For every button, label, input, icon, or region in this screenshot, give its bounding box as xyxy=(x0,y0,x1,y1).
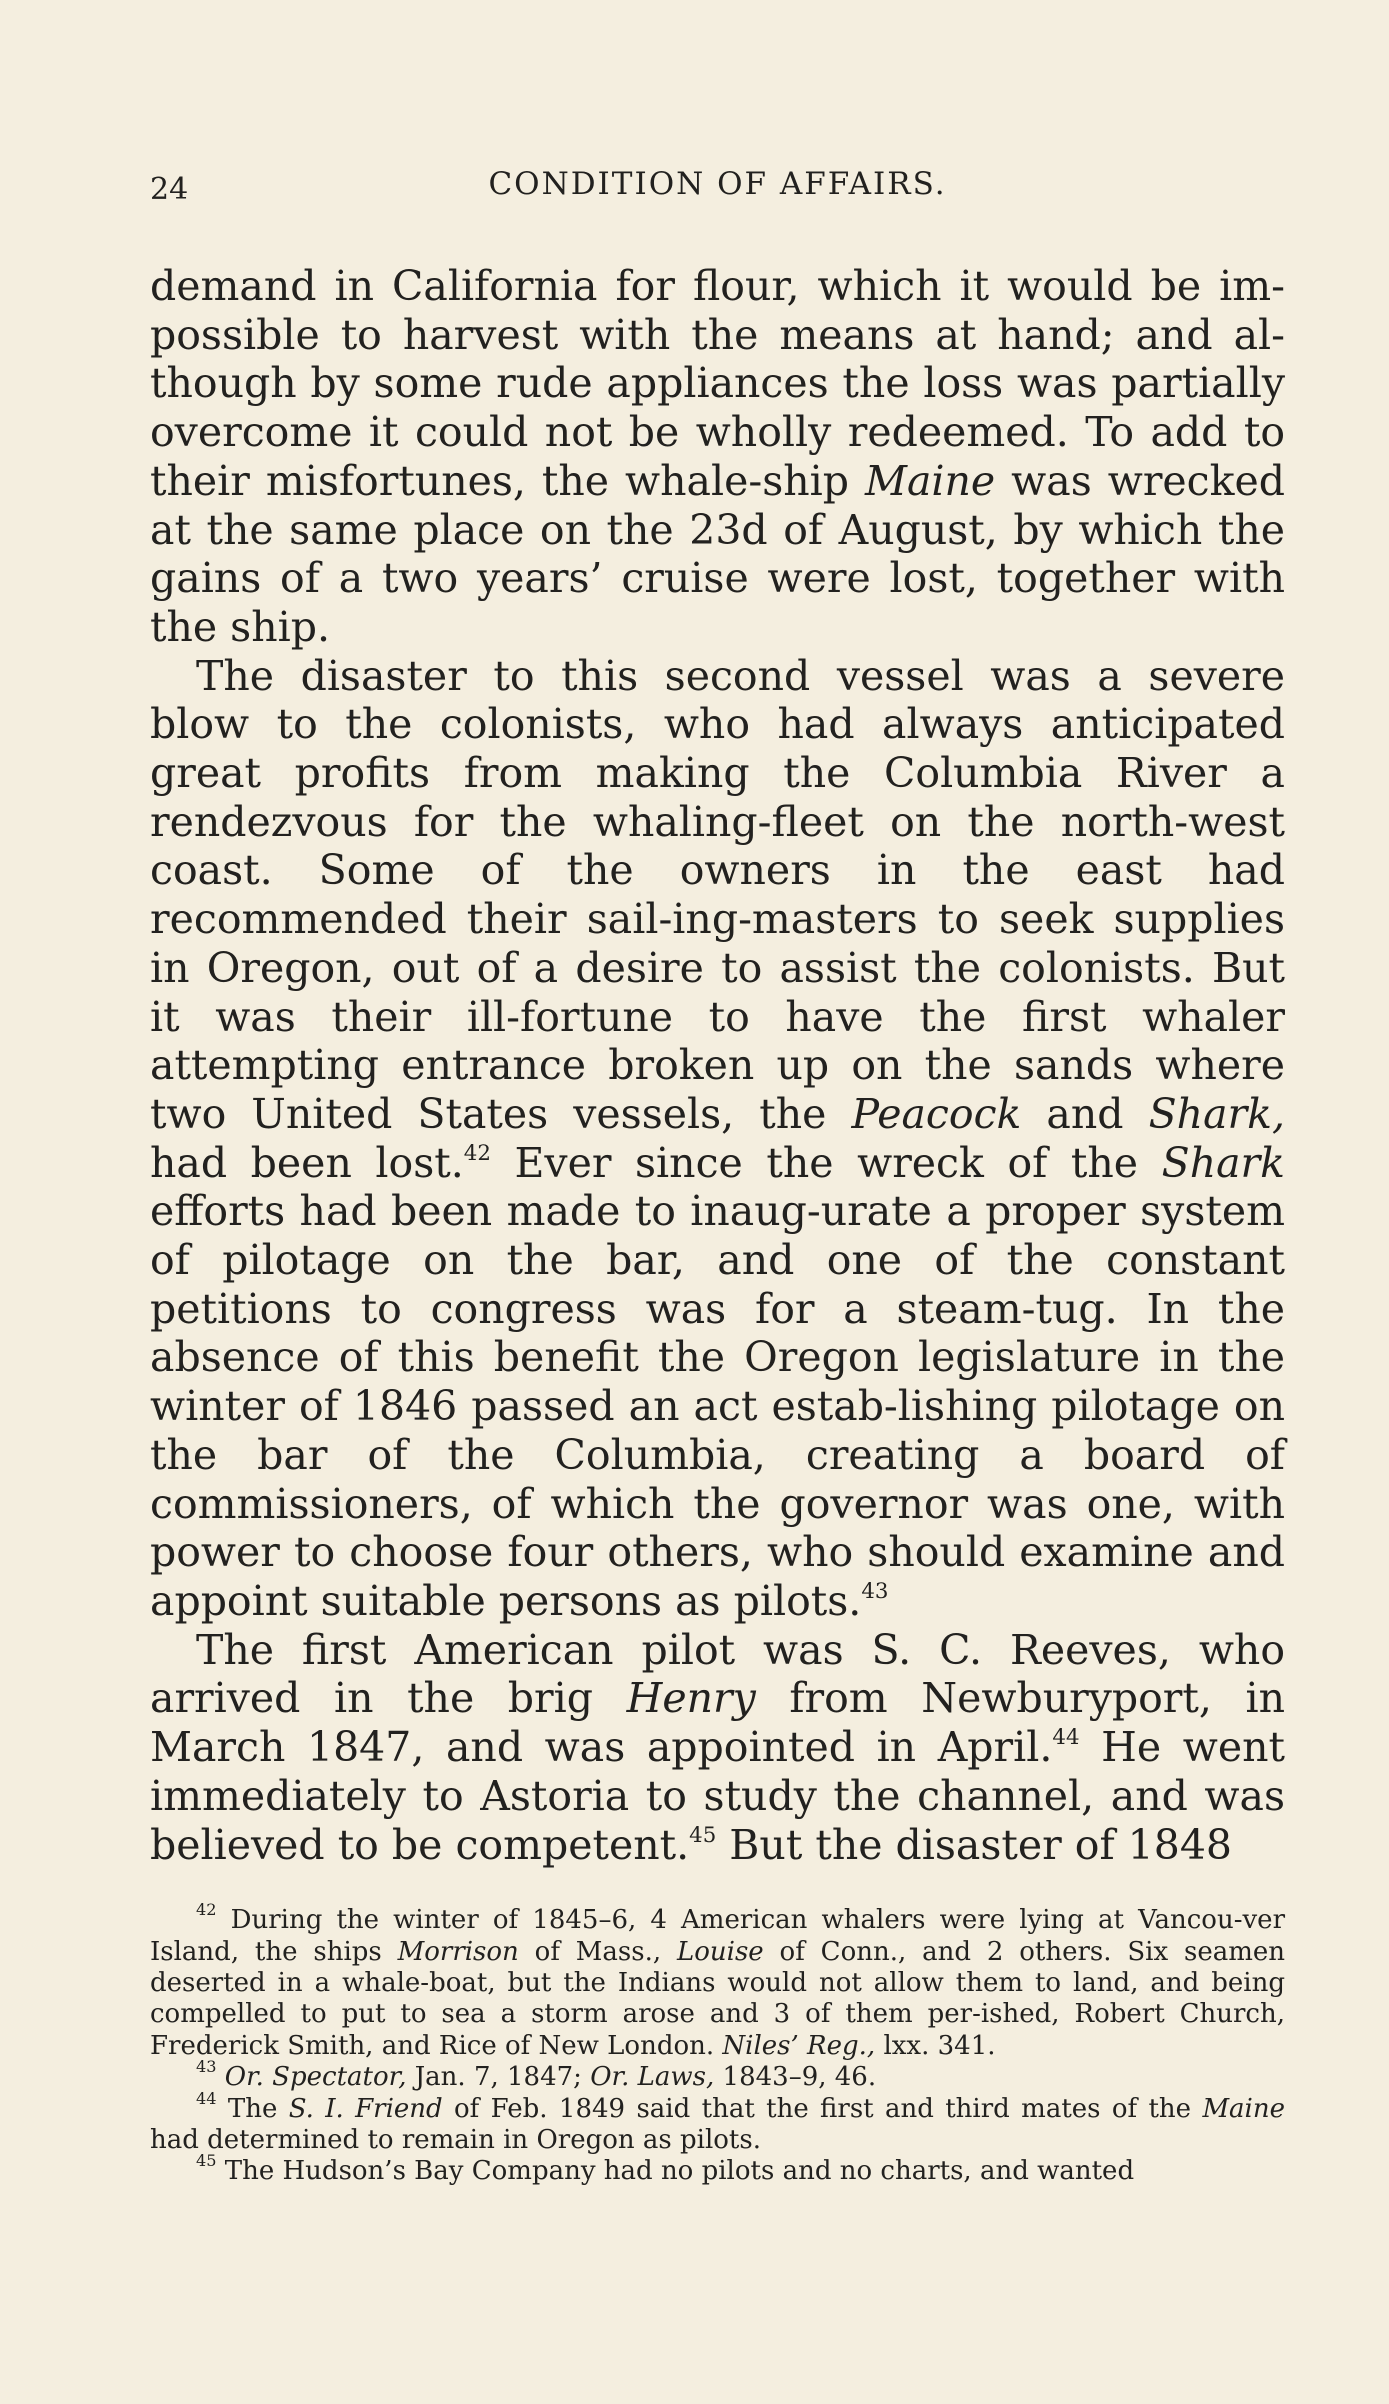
footnote-ref-45[interactable]: 45 xyxy=(689,1822,717,1848)
footnote-43: $^{43}$ Or. Spectator, Jan. 7, 1847; Or. Laws, 1843–9, 46. xyxy=(196,2057,877,2093)
footnote-ref-43[interactable]: 43 xyxy=(861,1578,889,1604)
ship-name-maine: Maine xyxy=(864,456,996,505)
footnote-ref-42[interactable]: 42 xyxy=(463,1140,491,1166)
main-text xyxy=(150,262,1285,1869)
ship-name-henry: Henry xyxy=(626,1674,756,1723)
ship-name-shark: Shark, xyxy=(1148,1089,1285,1138)
running-title: CONDITION OF AFFAIRS. xyxy=(488,166,947,202)
footnotes xyxy=(150,1900,1286,2188)
book-page xyxy=(150,160,1285,2188)
paragraph-3: The first American pilot was S. C. Reeves, who arrived in the brig Henry from Newburyport, in March 1847, and was appointed in April.$^{44}$ He went immediately to Astoria to study the channel, and was believed to be competent.$^{45}$ But the disaster of 1848 xyxy=(150,1625,1285,1869)
footnote-45: $^{45}$ The Hudson’s Bay Company had no pilots and no charts, and wanted xyxy=(196,2151,1135,2187)
footnote-44: $^{44}$ The S. I. Friend of Feb. 1849 said that the first and third mates of the Maine had determined to remain in Oregon as pilots. xyxy=(150,2088,1286,2156)
footnote-ref-44[interactable]: 44 xyxy=(1052,1725,1080,1751)
footnote-42: $^{42}$ During the winter of 1845–6, 4 American whalers were lying at Vancou-ver Island, the ships Morrison of Mass., Louise of Conn., and 2 others. Six seamen deserted in a whale-boat, but the Indians would not allow them to land, and being compelled to put to sea a storm arose and 3 of them per-ished, Robert Church, Frederick Smith, and Rice of New London. Niles’ Reg., lxx. 341. xyxy=(150,1900,1285,2061)
paragraph-1: demand in California for flour, which it would be im-possible to harvest with the means at hand; and al-though by some rude appliances the loss was partially overcome it could not be wholly redeemed. To add to their misfortunes, the whale-ship Maine was wrecked at the same place on the 23d of August, by which the gains of a two years’ cruise were lost, together with the ship. xyxy=(150,262,1285,651)
ship-name-shark-2: Shark xyxy=(1161,1138,1285,1187)
paragraph-2: The disaster to this second vessel was a severe blow to the colonists, who had always anticipated great profits from making the Columbia River a rendezvous for the whaling-fleet on the north-west coast. Some of the owners in the east had recommended their sail-ing-masters to seek supplies in Oregon, out of a desire to assist the colonists. But it was their ill-fortune to have the first whaler attempting entrance broken up on the sands where two United States vessels, the Peacock and Shark, had been lost.$^{42}$ Ever since the wreck of the Shark efforts had been made to inaug-urate a proper system of pilotage on the bar, and one of the constant petitions to congress was for a steam-tug. In the absence of this benefit the Oregon legislature in the winter of 1846 passed an act estab-lishing pilotage on the bar of the Columbia, creating a board of commissioners, of which the governor was one, with power to choose four others, who should examine and appoint suitable persons as pilots.$^{43}$ xyxy=(150,651,1285,1625)
ship-name-peacock: Peacock xyxy=(851,1089,1022,1138)
page-header xyxy=(150,160,1285,220)
page-number: 24 xyxy=(150,172,189,207)
